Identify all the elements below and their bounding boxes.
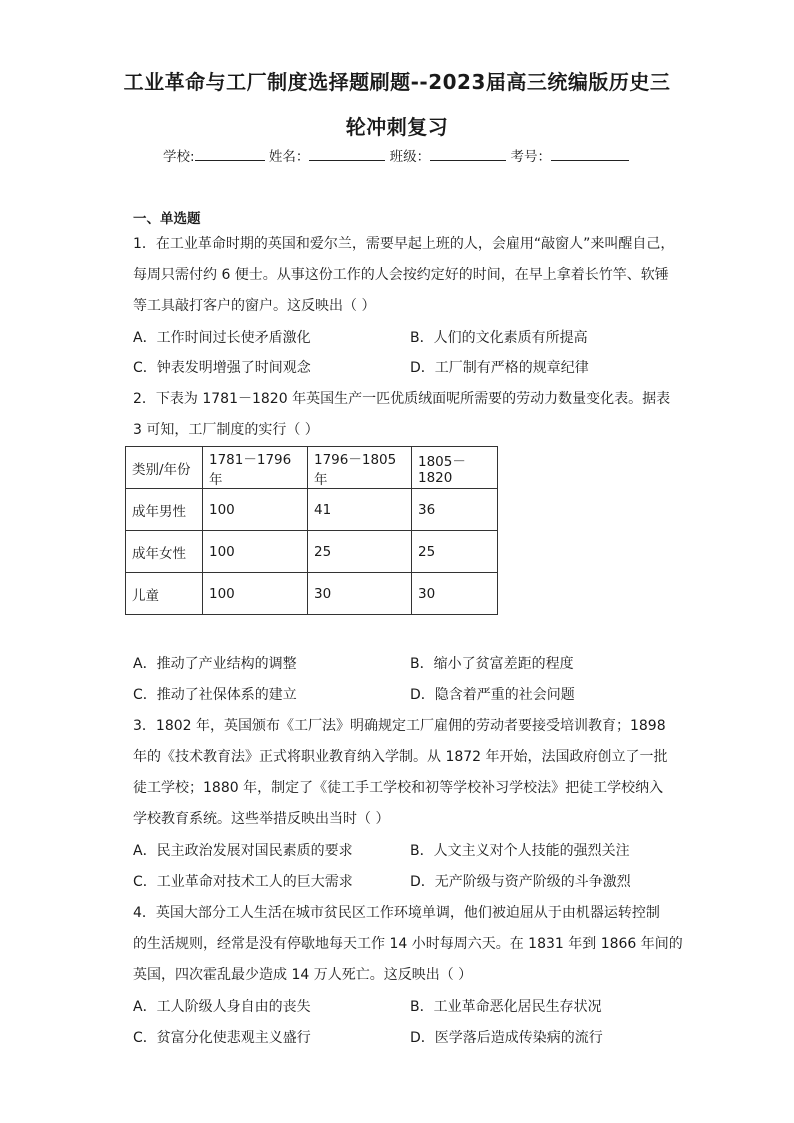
table-cell: 25 bbox=[412, 531, 498, 573]
q2-option-a[interactable]: A．推动了产业结构的调整 bbox=[133, 656, 297, 672]
q1-line-3: 等工具敲打客户的窗户。这反映出（ ） bbox=[133, 298, 376, 314]
q1-line-1: 1．在工业革命时期的英国和爱尔兰，需要早起上班的人，会雇用“敲窗人”来叫醒自己， bbox=[133, 236, 675, 252]
q4-option-a[interactable]: A．工人阶级人身自由的丧失 bbox=[133, 999, 311, 1015]
school-blank[interactable] bbox=[195, 148, 265, 161]
q4-option-c[interactable]: C．贫富分化使悲观主义盛行 bbox=[133, 1030, 311, 1046]
table-cell: 100 bbox=[203, 573, 308, 615]
q4-line-2: 的生活规则，经常是没有停歇地每天工作 14 小时每周六天。在 1831 年到 1866 年间的 bbox=[133, 936, 683, 952]
q1-option-a[interactable]: A．工作时间过长使矛盾激化 bbox=[133, 330, 311, 346]
q2-option-d[interactable]: D．隐含着严重的社会问题 bbox=[410, 687, 575, 703]
q1-option-c[interactable]: C．钟表发明增强了时间观念 bbox=[133, 360, 311, 376]
table-header-cell: 1805－1820 bbox=[412, 447, 498, 489]
q3-line-4: 学校教育系统。这些举措反映出当时（ ） bbox=[133, 811, 390, 827]
table-header-cell: 1781－1796 年 bbox=[203, 447, 308, 489]
q1-option-b[interactable]: B．人们的文化素质有所提高 bbox=[410, 330, 588, 346]
table-cell: 36 bbox=[412, 489, 498, 531]
table-header-cell: 1796－1805 年 bbox=[308, 447, 412, 489]
table-cell: 25 bbox=[308, 531, 412, 573]
exam-title-line2: 轮冲刺复习 bbox=[345, 115, 449, 139]
q3-line-3: 徒工学校；1880 年，制定了《徒工手工学校和初等学校补习学校法》把徒工学校纳入 bbox=[133, 780, 664, 796]
labor-change-table bbox=[125, 446, 498, 615]
q4-option-b[interactable]: B．工业革命恶化居民生存状况 bbox=[410, 999, 602, 1015]
table-row bbox=[126, 489, 498, 531]
student-info-line bbox=[163, 145, 629, 165]
number-label: 考号： bbox=[510, 149, 551, 165]
q4-option-d[interactable]: D．医学落后造成传染病的流行 bbox=[410, 1030, 603, 1046]
table-cell: 41 bbox=[308, 489, 412, 531]
q3-option-d[interactable]: D．无产阶级与资产阶级的斗争激烈 bbox=[410, 874, 631, 890]
name-blank[interactable] bbox=[309, 148, 385, 161]
class-label: 班级： bbox=[389, 149, 431, 165]
exam-title-line1: 工业革命与工厂制度选择题刷题--2023届高三统编版历史三 bbox=[123, 70, 671, 94]
table-cell: 30 bbox=[412, 573, 498, 615]
q1-line-2: 每周只需付约 6 便士。从事这份工作的人会按约定好的时间，在早上拿着长竹竿、软锤 bbox=[133, 267, 669, 283]
q2-option-b[interactable]: B．缩小了贫富差距的程度 bbox=[410, 656, 574, 672]
class-blank[interactable] bbox=[430, 148, 506, 161]
table-cell: 100 bbox=[203, 531, 308, 573]
q3-option-b[interactable]: B．人文主义对个人技能的强烈关注 bbox=[410, 843, 630, 859]
school-label: 学校: bbox=[163, 149, 195, 165]
q3-line-1: 3．1802 年，英国颁布《工厂法》明确规定工厂雇佣的劳动者要接受培训教育；1898 bbox=[133, 718, 666, 734]
q3-option-c[interactable]: C．工业革命对技术工人的巨大需求 bbox=[133, 874, 353, 890]
section-title: 一、单选题 bbox=[133, 211, 201, 227]
table-cell: 成年男性 bbox=[126, 489, 203, 531]
q3-option-a[interactable]: A．民主政治发展对国民素质的要求 bbox=[133, 843, 353, 859]
table-header-cell: 类别/年份 bbox=[126, 447, 203, 489]
number-blank[interactable] bbox=[551, 148, 629, 161]
table-cell: 儿童 bbox=[126, 573, 203, 615]
table-cell: 成年女性 bbox=[126, 531, 203, 573]
table-cell: 30 bbox=[308, 573, 412, 615]
table-row bbox=[126, 531, 498, 573]
table-cell: 100 bbox=[203, 489, 308, 531]
name-label: 姓名： bbox=[268, 149, 310, 165]
table-header-row bbox=[126, 447, 498, 489]
q4-line-3: 英国，四次霍乱最少造成 14 万人死亡。这反映出（ ） bbox=[133, 967, 473, 983]
q4-line-1: 4．英国大部分工人生活在城市贫民区工作环境单调，他们被迫屈从于由机器运转控制 bbox=[133, 905, 660, 921]
q3-line-2: 年的《技术教育法》正式将职业教育纳入学制。从 1872 年开始，法国政府创立了一批 bbox=[133, 749, 668, 765]
q2-line-1: 2．下表为 1781－1820 年英国生产一匹优质绒面呢所需要的劳动力数量变化表。据表 bbox=[133, 391, 671, 407]
q2-line-2: 3 可知，工厂制度的实行（ ） bbox=[133, 422, 319, 438]
q1-option-d[interactable]: D．工厂制有严格的规章纪律 bbox=[410, 360, 589, 376]
table-row bbox=[126, 573, 498, 615]
q2-option-c[interactable]: C．推动了社保体系的建立 bbox=[133, 687, 297, 703]
